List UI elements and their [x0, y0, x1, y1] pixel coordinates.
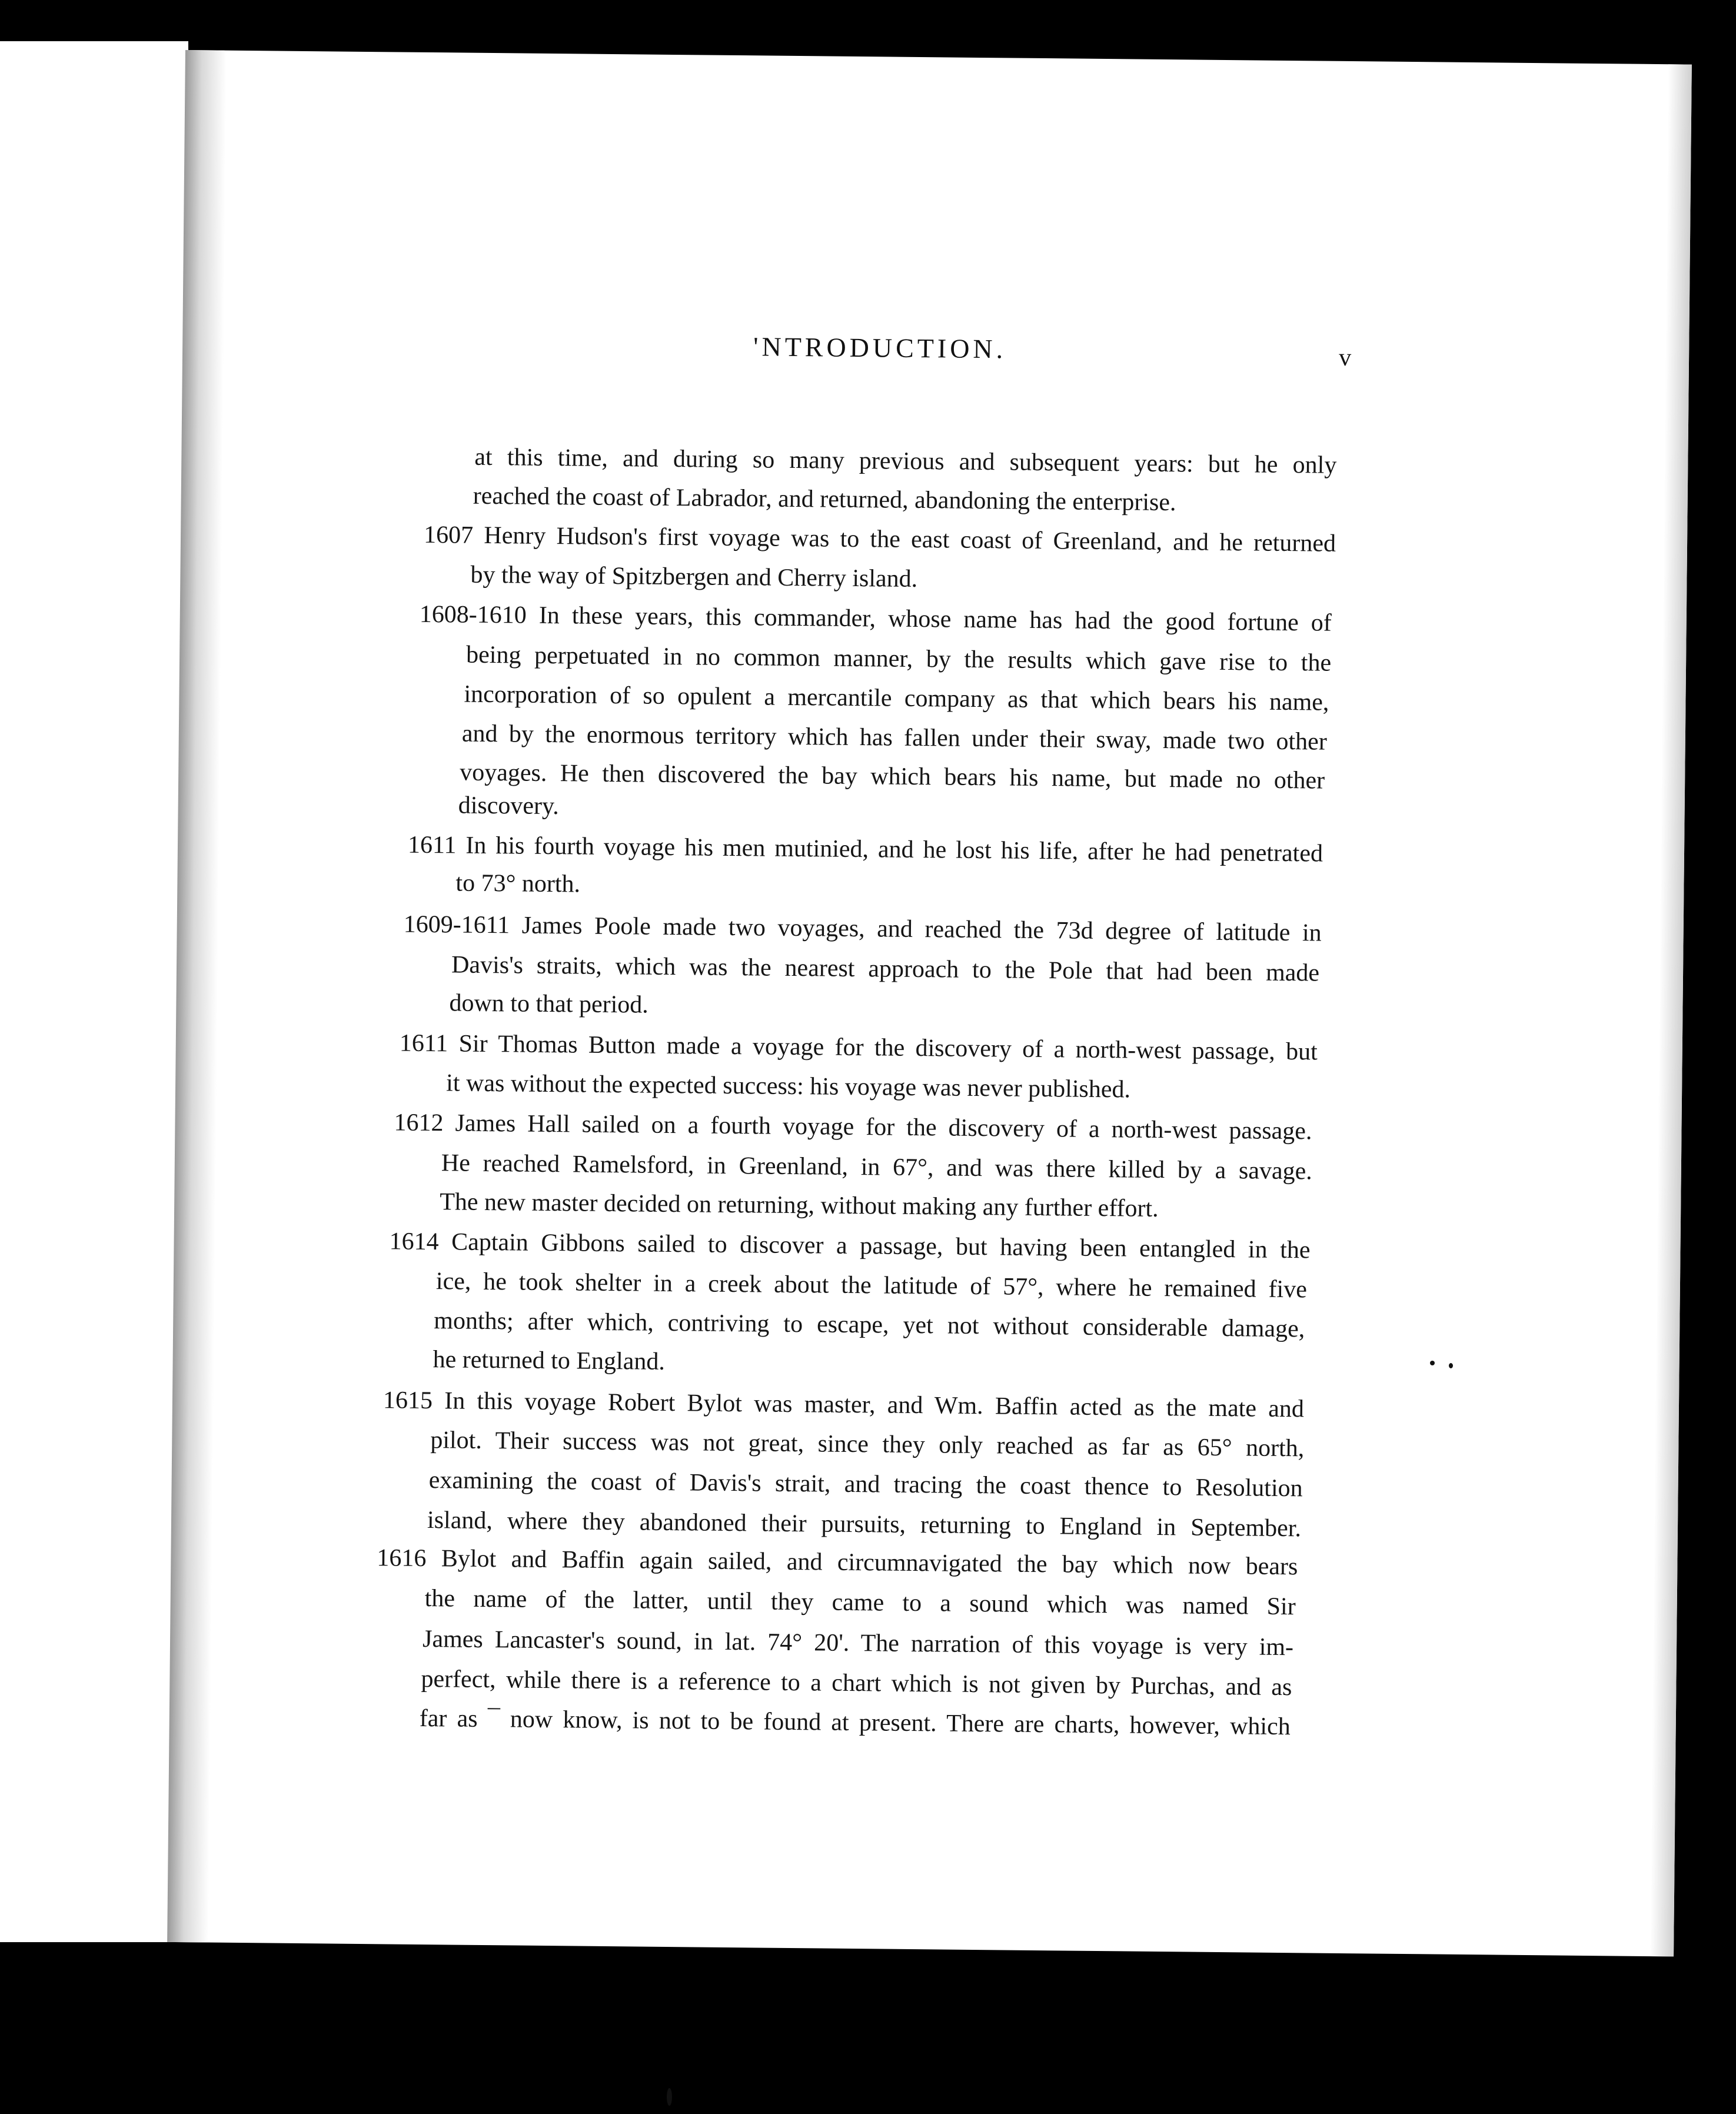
text-line: pilot. Their success was not great, since they only reached as far as 65° north, [430, 1427, 1305, 1462]
previous-page-edge [0, 41, 188, 1942]
text-line: 1616 Bylot and Baffin again sailed, and circumnavigated the bay which now bears [377, 1544, 1298, 1581]
text-line: He reached Ramelsford, in Greenland, in 67°, and was there killed by a savage. [441, 1149, 1313, 1185]
text-line: 1612 James Hall sailed on a fourth voyage for the discovery of a north-west passage. [394, 1109, 1312, 1145]
page-number: v [1338, 344, 1352, 372]
scan-speck [1449, 1363, 1453, 1368]
text-line: the name of the latter, until they came to a sound which was named Sir [424, 1585, 1296, 1621]
text-line: it was without the expected success: his voyage was never published. [445, 1069, 1131, 1103]
text-line: perfect, while there is a reference to a chart which is not given by Purchas, and as [421, 1665, 1292, 1701]
text-line: at this time, and during so many previous and subsequent years: but he only [474, 443, 1337, 479]
text-line: The new master decided on returning, without making any further effort. [440, 1188, 1159, 1222]
text-line: 1615 In this voyage Robert Bylot was master, and Wm. Baffin acted as the mate and [383, 1387, 1305, 1423]
text-line: down to that period. [449, 989, 648, 1019]
text-line: by the way of Spitzbergen and Cherry island. [470, 561, 918, 593]
scan-speck [667, 2088, 672, 2106]
running-head [182, 325, 1690, 387]
text-line: 1611 Sir Thomas Button made a voyage for the discovery of a north-west passage, but [399, 1029, 1318, 1066]
text-line: months; after which, contriving to escape, yet not without considerable damage, [434, 1307, 1305, 1343]
text-line: 1608-1610 In these years, this commander, whose name has had the good fortune of [419, 600, 1332, 637]
text-line: voyages. He then discovered the bay which bears his name, but made no other [460, 759, 1325, 795]
text-line: Davis's straits, which was the nearest approach to the Pole that had been made [451, 951, 1320, 987]
text-line: reached the coast of Labrador, and returned, abandoning the enterprise. [473, 482, 1176, 517]
book-page [167, 50, 1692, 1956]
text-line: being perpetuated in no common manner, by the results which gave rise to the [465, 641, 1332, 677]
text-line: 1607 Henry Hudson's first voyage was to the east coast of Greenland, and he returned [423, 521, 1336, 557]
text-line: 1614 Captain Gibbons sailed to discover a passage, but having been entangled in the [389, 1228, 1311, 1264]
running-title: 'NTRODUCTION. [753, 331, 1007, 364]
text-line: and by the enormous territory which has fallen under their sway, made two other [461, 720, 1328, 756]
text-line: James Lancaster's sound, in lat. 74° 20'. The narration of this voyage is very im- [422, 1625, 1294, 1661]
text-line: he returned to England. [433, 1346, 666, 1375]
text-line: far as ¯ now know, is not to be found at present. There are charts, however, which [419, 1704, 1291, 1741]
text-line: discovery. [458, 792, 559, 820]
scan-speck [1430, 1361, 1435, 1365]
text-line: 1611 In his fourth voyage his men mutinied, and he lost his life, after he had penetrated [407, 831, 1323, 867]
text-line: incorporation of so opulent a mercantile company as that which bears his name, [464, 680, 1329, 716]
text-line: to 73° north. [455, 869, 581, 898]
text-line: examining the coast of Davis's strait, and tracing the coast thence to Resolution [428, 1467, 1303, 1503]
text-line: island, where they abandoned their pursuits, returning to England in September. [427, 1507, 1302, 1543]
text-line: 1609-1611 James Poole made two voyages, and reached the 73d degree of latitude in [403, 910, 1322, 947]
text-line: ice, he took shelter in a creek about the latitude of 57°, where he remained five [435, 1268, 1308, 1304]
